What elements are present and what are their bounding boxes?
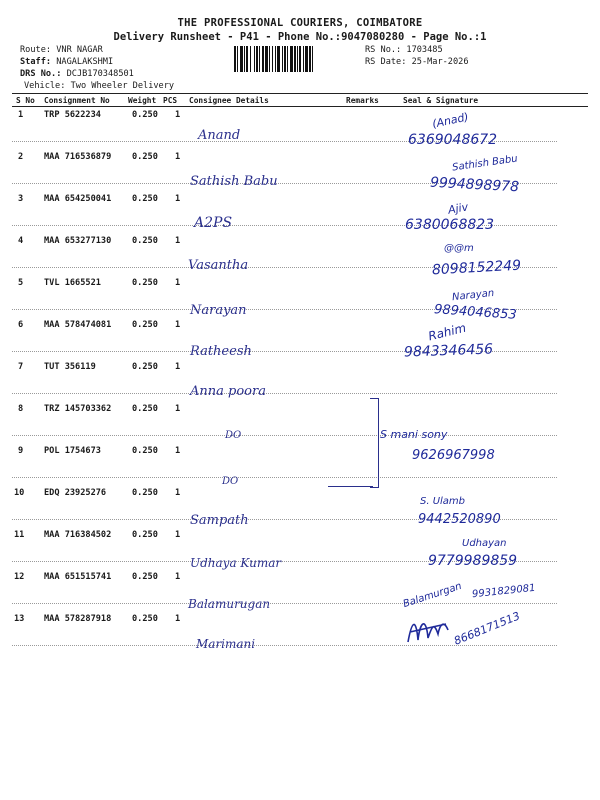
row-pcs: 1 — [175, 110, 181, 120]
row-pcs: 1 — [175, 572, 181, 582]
signature: Narayan — [451, 287, 495, 304]
row-weight: 0.250 — [132, 614, 158, 624]
signature: Balamurgan — [401, 580, 464, 611]
row-weight: 0.250 — [132, 278, 158, 288]
row-sno: 4 — [18, 236, 24, 246]
table-row — [0, 320, 600, 362]
handwritten-name: Udhaya Kumar — [190, 556, 282, 570]
handwritten-ditto: DO — [222, 476, 239, 487]
signature-phone: 6380068823 — [405, 217, 495, 233]
row-pcs: 1 — [175, 152, 181, 162]
col-weight: Weight — [128, 96, 157, 105]
barcode — [233, 46, 359, 72]
handwritten-name: A2PS — [194, 215, 233, 231]
barcode-bar — [254, 46, 255, 72]
staff-value: NAGALAKSHMI — [56, 57, 114, 67]
drs-value: DCJB170348501 — [66, 69, 134, 79]
row-pcs: 1 — [175, 404, 181, 414]
row-sno: 2 — [18, 152, 24, 162]
vehicle-label: Vehicle: — [24, 81, 66, 91]
col-consignee: Consignee Details — [189, 96, 269, 105]
signature: Sathish Babu — [451, 153, 519, 174]
row-consignment: TVL 1665521 — [44, 278, 101, 288]
barcode-bar — [250, 46, 251, 72]
row-sno: 8 — [18, 404, 24, 414]
row-weight: 0.250 — [132, 530, 158, 540]
signature: (Anad) — [431, 110, 470, 131]
row-weight: 0.250 — [132, 194, 158, 204]
signature: S. Ulamb — [420, 496, 466, 507]
barcode-bar — [287, 46, 288, 72]
handwritten-name: Balamurugan — [188, 597, 271, 611]
bracket-tick — [328, 486, 373, 487]
route-label: Route: — [20, 45, 52, 55]
barcode-bar — [309, 46, 311, 72]
row-weight: 0.250 — [132, 110, 158, 120]
row-pcs: 1 — [175, 236, 181, 246]
row-sno: 5 — [18, 278, 24, 288]
signature: @@m — [444, 243, 474, 254]
row-pcs: 1 — [175, 614, 181, 624]
table-row — [0, 362, 600, 404]
table-row — [0, 488, 600, 530]
rs-date-value: 25-Mar-2026 — [411, 57, 469, 67]
row-consignment: TRP 5622234 — [44, 110, 101, 120]
signature-phone: 9931829081 — [471, 582, 537, 601]
row-pcs: 1 — [175, 362, 181, 372]
barcode-bar — [303, 46, 304, 72]
barcode-bar — [237, 46, 238, 72]
grouping-bracket — [370, 398, 379, 488]
row-sno: 6 — [18, 320, 24, 330]
row-pcs: 1 — [175, 446, 181, 456]
barcode-bar — [259, 46, 260, 72]
route-value: VNR NAGAR — [56, 45, 103, 55]
signature: S mani sony — [380, 428, 448, 441]
signature-phone: 9994898978 — [429, 174, 520, 196]
row-consignment: MAA 578474081 — [44, 320, 112, 330]
barcode-bar — [272, 46, 273, 72]
handwritten-ditto: DO — [225, 430, 242, 441]
header-top-rule — [12, 93, 588, 94]
barcode-bar — [275, 46, 276, 72]
table-row — [0, 194, 600, 236]
barcode-bar — [265, 46, 268, 72]
signature-phone: 9626967998 — [412, 448, 495, 463]
row-pcs: 1 — [175, 194, 181, 204]
row-consignment: TUT 356119 — [44, 362, 96, 372]
vehicle-line — [24, 81, 174, 91]
row-sno: 13 — [14, 614, 25, 624]
row-weight: 0.250 — [132, 488, 158, 498]
row-rule — [12, 603, 557, 604]
signature-phone: 9843346456 — [403, 341, 494, 361]
header-bottom-rule — [12, 106, 588, 107]
staff-label: Staff: — [20, 57, 52, 67]
row-pcs: 1 — [175, 530, 181, 540]
row-consignment: POL 1754673 — [44, 446, 101, 456]
handwritten-name: Sathish Babu — [190, 174, 278, 189]
handwritten-name: Vasantha — [188, 258, 249, 273]
barcode-bar — [297, 46, 298, 72]
row-consignment: MAA 651515741 — [44, 572, 112, 582]
row-pcs: 1 — [175, 488, 181, 498]
row-weight: 0.250 — [132, 572, 158, 582]
row-pcs: 1 — [175, 320, 181, 330]
barcode-bar — [244, 46, 245, 72]
row-sno: 7 — [18, 362, 24, 372]
table-row — [0, 110, 600, 152]
col-consignment: Consignment No — [44, 96, 110, 105]
row-sno: 11 — [14, 530, 25, 540]
row-sno: 3 — [18, 194, 24, 204]
barcode-bar — [284, 46, 286, 72]
signature-phone: 8668171513 — [452, 609, 522, 648]
signature-phone: 9894046853 — [433, 302, 518, 323]
col-sno: S No — [16, 96, 35, 105]
row-rule — [12, 645, 557, 646]
signature-phone: 9779989859 — [428, 553, 518, 569]
route-line — [20, 45, 103, 55]
row-consignment: MAA 653277130 — [44, 236, 112, 246]
rs-date-label: RS Date: — [365, 57, 407, 67]
barcode-bar — [294, 46, 296, 72]
row-consignment: TRZ 145703362 — [44, 404, 112, 414]
signature-phone: 8098152249 — [431, 257, 522, 279]
row-sno: 12 — [14, 572, 25, 582]
row-consignment: MAA 578287918 — [44, 614, 112, 624]
barcode-bar — [269, 46, 270, 72]
col-seal: Seal & Signature — [403, 96, 479, 105]
row-consignment: MAA 654250041 — [44, 194, 112, 204]
col-remarks: Remarks — [346, 96, 379, 105]
row-consignment: EDQ 23925276 — [44, 488, 107, 498]
runsheet-subtitle: Delivery Runsheet - P41 - Phone No.:9047080280 - Page No.:1 — [113, 31, 487, 43]
signature-phone: 9442520890 — [418, 512, 501, 527]
handwritten-name: Marimani — [196, 637, 256, 651]
row-pcs: 1 — [175, 278, 181, 288]
row-sno: 10 — [14, 488, 25, 498]
row-rule — [12, 393, 557, 394]
row-consignment: MAA 716384502 — [44, 530, 112, 540]
table-row — [0, 446, 600, 488]
barcode-bar — [299, 46, 301, 72]
signature-scribble — [404, 612, 452, 652]
row-weight: 0.250 — [132, 404, 158, 414]
rs-no-label: RS No.: — [365, 45, 402, 55]
barcode-bar — [240, 46, 243, 72]
vehicle-value: Two Wheeler Delivery — [70, 81, 175, 91]
signature-phone: 6369048672 — [408, 132, 498, 148]
row-sno: 9 — [18, 446, 24, 456]
drs-line — [20, 69, 134, 79]
handwritten-name: Anand — [198, 128, 241, 143]
row-consignment: MAA 716536879 — [44, 152, 112, 162]
handwritten-name: Anna poora — [190, 384, 266, 399]
row-sno: 1 — [18, 110, 24, 120]
barcode-bar — [312, 46, 313, 72]
drs-label: DRS No.: — [20, 69, 62, 79]
row-weight: 0.250 — [132, 446, 158, 456]
handwritten-name: Sampath — [190, 513, 249, 528]
table-row — [0, 404, 600, 446]
barcode-bar — [277, 46, 280, 72]
row-weight: 0.250 — [132, 362, 158, 372]
rs-no-line — [365, 45, 443, 55]
barcode-bar — [262, 46, 264, 72]
barcode-bar — [234, 46, 236, 72]
barcode-bar — [246, 46, 248, 72]
row-weight: 0.250 — [132, 320, 158, 330]
barcode-bar — [282, 46, 283, 72]
col-pcs: PCS — [163, 96, 178, 105]
rs-date-line — [365, 57, 469, 67]
row-weight: 0.250 — [132, 152, 158, 162]
company-title: THE PROFESSIONAL COURIERS, COIMBATORE — [177, 17, 423, 29]
barcode-bar — [305, 46, 308, 72]
barcode-bar — [290, 46, 293, 72]
signature: Rahim — [426, 320, 468, 344]
signature: Ajiv — [447, 200, 470, 217]
row-rule — [12, 435, 557, 436]
handwritten-name: Narayan — [190, 303, 247, 318]
row-weight: 0.250 — [132, 236, 158, 246]
row-rule — [12, 477, 557, 478]
rs-no-value: 1703485 — [406, 45, 443, 55]
handwritten-name: Ratheesh — [190, 344, 252, 359]
staff-line — [20, 57, 113, 67]
signature: Udhayan — [462, 538, 507, 549]
barcode-bar — [256, 46, 258, 72]
